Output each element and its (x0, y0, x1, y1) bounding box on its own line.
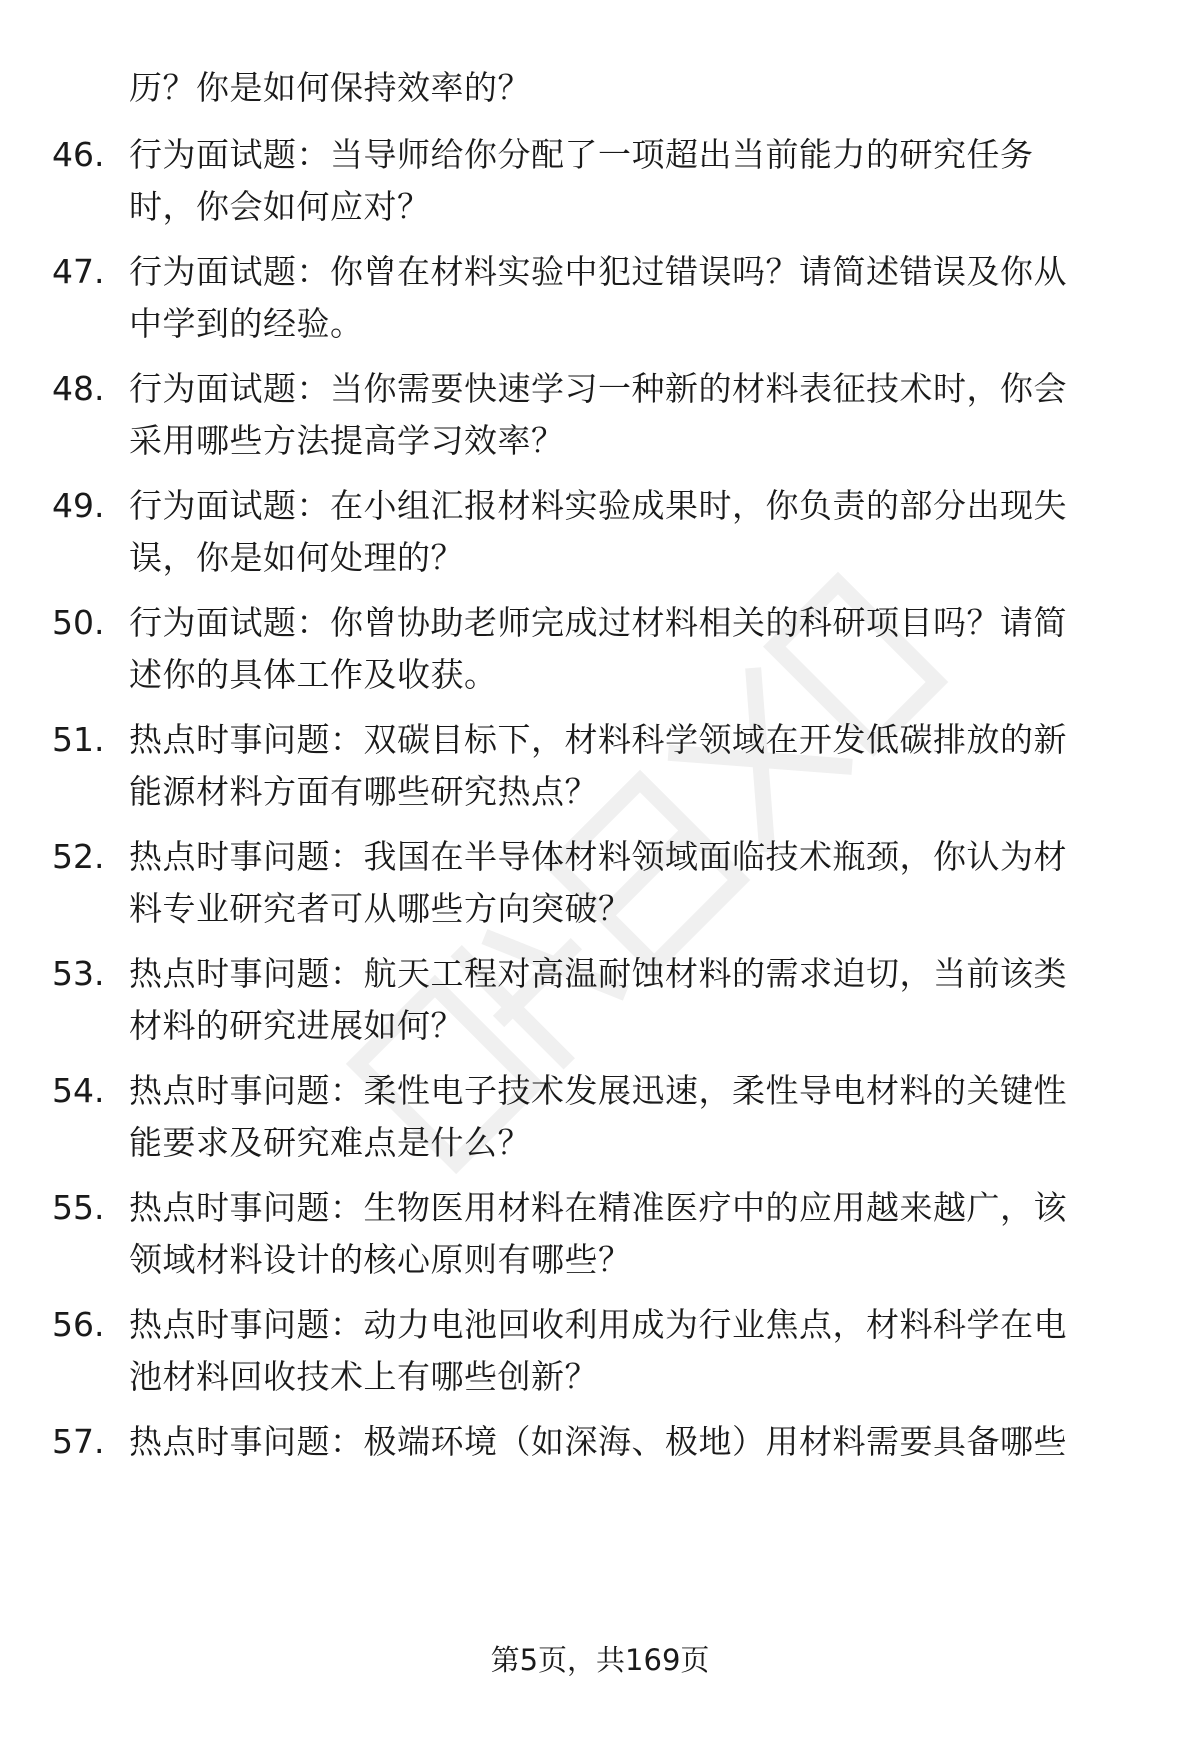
item-text (129, 1065, 1139, 1169)
item-text-line: 时，你会如何应对？ (129, 187, 431, 226)
item-text-line: 行为面试题：当导师给你分配了一项超出当前能力的研究任务 (129, 135, 1034, 174)
continuation-text: 历？你是如何保持效率的？ (129, 68, 531, 107)
item-text-line: 中学到的经验。 (129, 304, 364, 343)
item-text-line: 行为面试题：在小组汇报材料实验成果时，你负责的部分出现失 (129, 486, 1067, 525)
item-text-line: 误，你是如何处理的？ (129, 538, 464, 577)
item-text-line: 热点时事问题：动力电池回收利用成为行业焦点，材料科学在电 (129, 1305, 1067, 1344)
item-number: 49. (52, 486, 105, 525)
item-text (129, 714, 1139, 818)
item-text (129, 1416, 1139, 1468)
item-text (129, 246, 1139, 350)
item-text-line: 行为面试题：你曾在材料实验中犯过错误吗？请简述错误及你从 (129, 252, 1067, 291)
item-text (129, 1299, 1139, 1403)
item-text-line: 热点时事问题：双碳目标下，材料科学领域在开发低碳排放的新 (129, 720, 1067, 759)
item-text-line: 述你的具体工作及收获。 (129, 655, 498, 694)
item-text-line: 热点时事问题：柔性电子技术发展迅速，柔性导电材料的关键性 (129, 1071, 1067, 1110)
item-text-line: 领域材料设计的核心原则有哪些？ (129, 1240, 632, 1279)
item-text-line: 热点时事问题：航天工程对高温耐蚀材料的需求迫切，当前该类 (129, 954, 1067, 993)
item-number: 47. (52, 252, 105, 291)
item-text-line: 热点时事问题：极端环境（如深海、极地）用材料需要具备哪些 (129, 1422, 1067, 1461)
item-text-line: 能要求及研究难点是什么？ (129, 1123, 531, 1162)
item-number: 46. (52, 135, 105, 174)
item-text (129, 363, 1139, 467)
item-number: 50. (52, 603, 105, 642)
page-footer: 第5页，共169页 (490, 1643, 710, 1677)
item-text-line: 池材料回收技术上有哪些创新？ (129, 1357, 598, 1396)
item-number: 52. (52, 837, 105, 876)
item-number: 53. (52, 954, 105, 993)
item-number: 51. (52, 720, 105, 759)
item-text (129, 1182, 1139, 1286)
item-number: 55. (52, 1188, 105, 1227)
item-text (129, 597, 1139, 701)
item-text-line: 料专业研究者可从哪些方向突破？ (129, 889, 632, 928)
item-text (129, 480, 1139, 584)
item-number: 56. (52, 1305, 105, 1344)
item-text (129, 948, 1139, 1052)
item-number: 54. (52, 1071, 105, 1110)
item-text-line: 采用哪些方法提高学习效率？ (129, 421, 565, 460)
item-text-line: 材料的研究进展如何？ (129, 1006, 464, 1045)
item-number: 48. (52, 369, 105, 408)
item-text (129, 831, 1139, 935)
item-text-line: 热点时事问题：生物医用材料在精准医疗中的应用越来越广，该 (129, 1188, 1067, 1227)
item-text-line: 热点时事问题：我国在半导体材料领域面临技术瓶颈，你认为材 (129, 837, 1067, 876)
item-text-line: 能源材料方面有哪些研究热点？ (129, 772, 598, 811)
item-text-line: 行为面试题：你曾协助老师完成过材料相关的科研项目吗？请简 (129, 603, 1067, 642)
item-text-line: 行为面试题：当你需要快速学习一种新的材料表征技术时，你会 (129, 369, 1067, 408)
item-text (129, 129, 1139, 233)
item-number: 57. (52, 1422, 105, 1461)
